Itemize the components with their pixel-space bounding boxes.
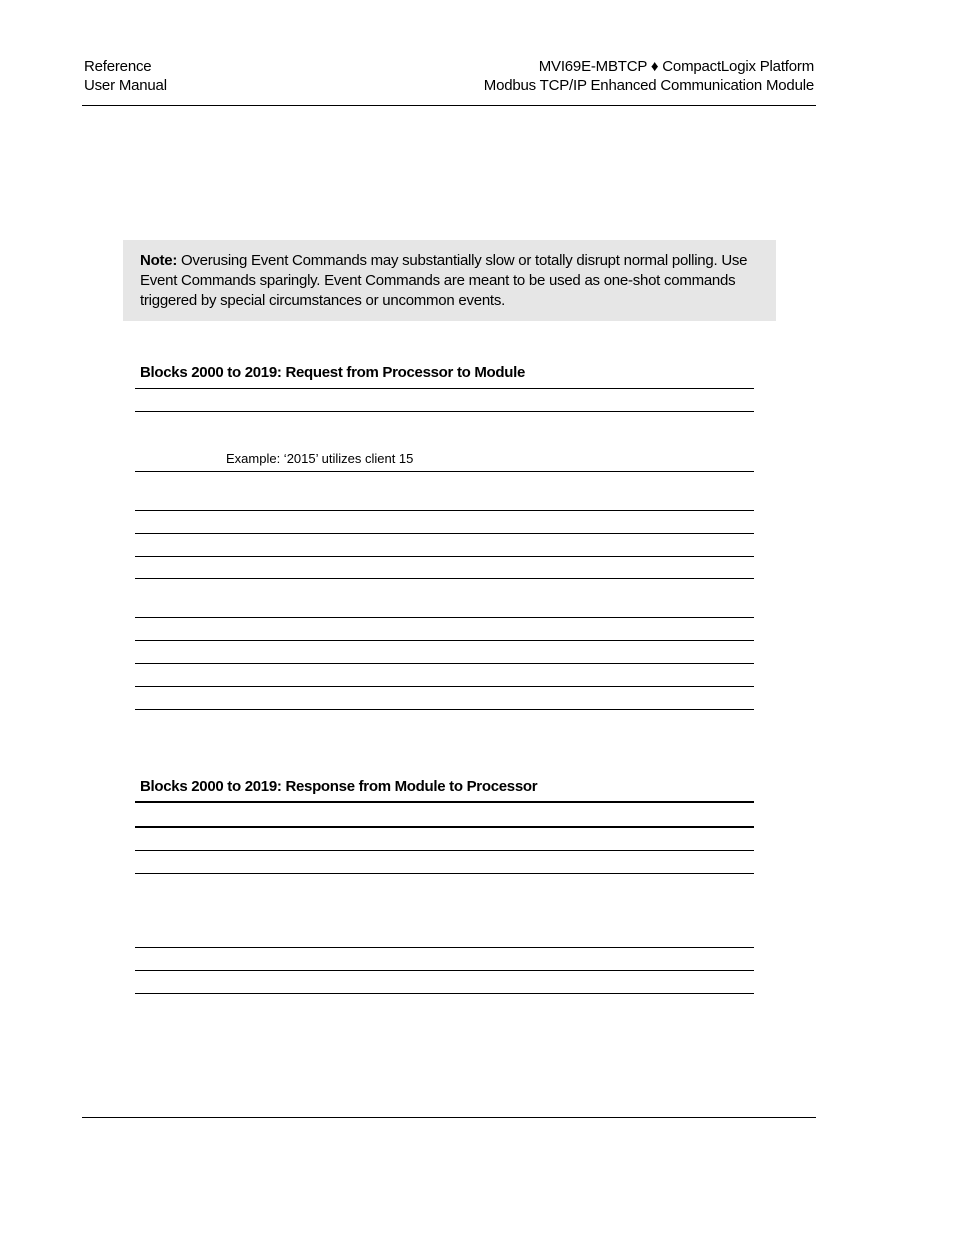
table-rule xyxy=(135,510,754,511)
request-table-title: Blocks 2000 to 2019: Request from Processor to Module xyxy=(140,364,526,381)
table-rule xyxy=(135,709,754,710)
table-rule xyxy=(135,556,754,557)
table-rule xyxy=(135,663,754,664)
table-rule xyxy=(135,826,754,828)
note-label: Note: xyxy=(140,252,178,269)
header-right xyxy=(484,57,814,95)
table-rule xyxy=(135,411,754,412)
note-text: Overusing Event Commands may substantially slow or totally disrupt normal polling. Use Event Commands sparingly. Event Commands are meant to be used as one-shot commands triggered by special circumstances or uncommon events. xyxy=(140,252,748,309)
header-manual-label: User Manual xyxy=(84,77,167,94)
header-section-label: Reference xyxy=(84,58,152,75)
table-rule xyxy=(135,640,754,641)
table-rule xyxy=(135,388,754,389)
table-rule xyxy=(135,578,754,579)
table-rule xyxy=(135,970,754,971)
request-example-text: Example: ‘2015’ utilizes client 15 xyxy=(226,451,414,466)
table-rule xyxy=(135,993,754,994)
table-rule xyxy=(135,850,754,851)
header-divider xyxy=(82,105,816,106)
header-left xyxy=(84,57,167,95)
table-rule xyxy=(135,873,754,874)
header-product-title: MVI69E-MBTCP ♦ CompactLogix Platform xyxy=(538,58,814,75)
table-rule xyxy=(135,471,754,472)
table-rule xyxy=(135,686,754,687)
footer-divider xyxy=(82,1117,816,1118)
table-rule xyxy=(135,617,754,618)
table-rule xyxy=(135,533,754,534)
table-rule xyxy=(135,801,754,803)
note-box xyxy=(123,240,776,321)
table-rule xyxy=(135,947,754,948)
response-table-title: Blocks 2000 to 2019: Response from Module to Processor xyxy=(140,778,538,795)
header-product-subtitle: Modbus TCP/IP Enhanced Communication Module xyxy=(483,77,814,94)
